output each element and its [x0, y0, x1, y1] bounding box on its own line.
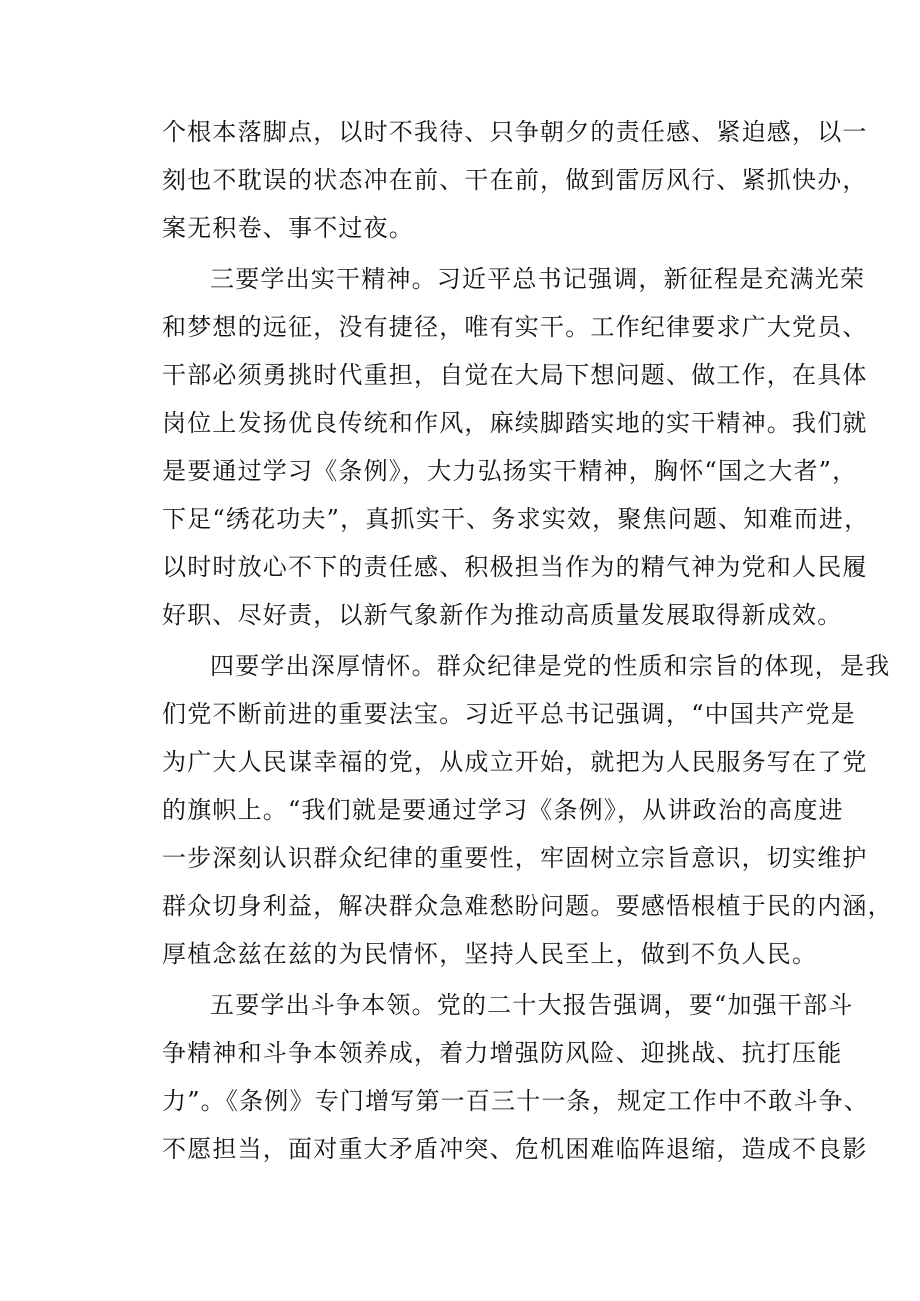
text-line: 力”。《条例》专门增写第一百三十一条，规定工作中不敢斗争、 — [162, 1087, 870, 1115]
text-line: 是要通过学习《条例》，大力弘扬实干精神，胸怀“国之大者”， — [162, 457, 858, 485]
text-line: 以时时放心不下的责任感、积极担当作为的精气神为党和人民履 — [162, 553, 868, 581]
text-line: 刻也不耽误的状态冲在前、干在前，做到雷厉风行、紧抓快办， — [162, 166, 868, 194]
text-line: 下足“绣花功夫”，真抓实干、务求实效，聚焦问题、知难而进， — [162, 505, 870, 533]
paragraph-3 — [162, 642, 893, 978]
text-line: 三要学出实干精神。习近平总书记强调，新征程是充满光荣 — [210, 265, 866, 293]
text-line: 一步深刻认识群众纪律的重要性，牢固树立宗旨意识，切实维护 — [162, 844, 868, 872]
text-line: 群众切身利益，解决群众急难愁盼问题。要感悟根植于民的内涵， — [162, 892, 893, 920]
text-line: 厚植念兹在兹的为民情怀，坚持人民至上，做到不负人民。 — [162, 940, 818, 968]
document-body — [162, 108, 893, 1173]
text-line: 不愿担当，面对重大矛盾冲突、危机困难临阵退缩，造成不良影 — [162, 1135, 868, 1163]
text-line: 好职、尽好责，以新气象新作为推动高质量发展取得新成效。 — [162, 601, 843, 629]
paragraph-2 — [162, 255, 870, 639]
text-line: 个根本落脚点，以时不我待、只争朝夕的责任感、紧迫感，以一 — [162, 118, 868, 146]
text-line: 的旗帜上。“我们就是要通过学习《条例》，从讲政治的高度进 — [162, 796, 844, 824]
text-line: 们党不断前进的重要法宝。习近平总书记强调，“中国共产党是 — [162, 700, 856, 728]
text-line: 为广大人民谋幸福的党，从成立开始，就把为人民服务写在了党 — [162, 748, 868, 776]
text-line: 争精神和斗争本领养成，着力增强防风险、迎挑战、抗打压能 — [162, 1039, 843, 1067]
text-line: 岗位上发扬优良传统和作风，麻续脚踏实地的实干精神。我们就 — [162, 409, 868, 437]
paragraph-4 — [162, 981, 870, 1173]
text-line: 案无积卷、事不过夜。 — [162, 214, 414, 242]
text-line: 干部必须勇挑时代重担，自觉在大局下想问题、做工作，在具体 — [162, 361, 868, 389]
text-line: 四要学出深厚情怀。群众纪律是党的性质和宗旨的体现，是我 — [210, 652, 891, 680]
text-line: 五要学出斗争本领。党的二十大报告强调，要“加强干部斗 — [210, 991, 854, 1019]
paragraph-1 — [162, 108, 868, 252]
text-line: 和梦想的远征，没有捷径，唯有实干。工作纪律要求广大党员、 — [162, 313, 868, 341]
